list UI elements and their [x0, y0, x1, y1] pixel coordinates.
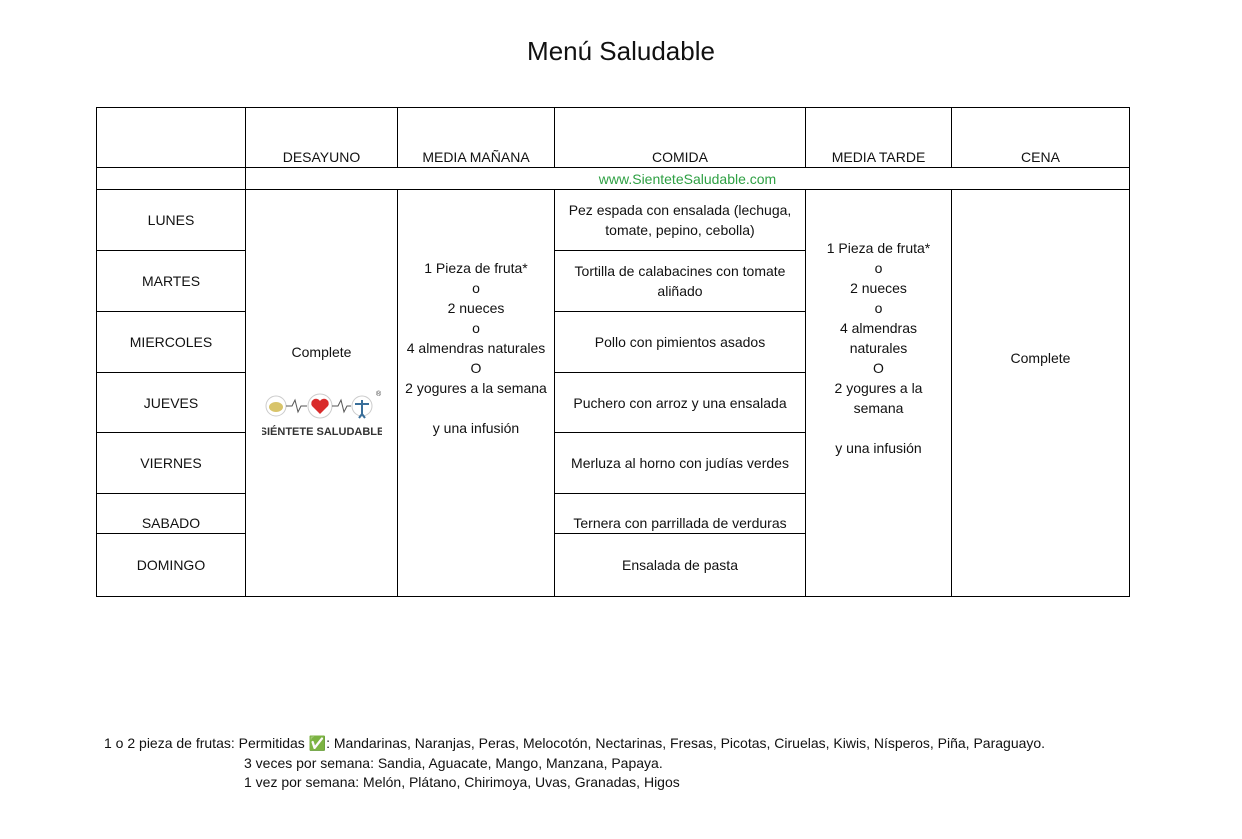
menu-table [96, 107, 1130, 597]
header-cena: CENA [952, 108, 1130, 168]
cena-cell: Complete [952, 190, 1130, 597]
note-line: 3 veces por semana: Sandia, Aguacate, Mango, Manzana, Papaya. [244, 754, 663, 771]
note-line: 1 vez por semana: Melón, Plátano, Chirimoya, Uvas, Granadas, Higos [244, 774, 680, 790]
blank-cell [97, 168, 246, 190]
day-lunes: LUNES [97, 190, 246, 251]
header-blank [97, 108, 246, 168]
comida-domingo: Ensalada de pasta [555, 534, 806, 597]
header-comida: COMIDA [555, 108, 806, 168]
day-jueves: JUEVES [97, 373, 246, 433]
svg-text:®: ® [375, 390, 381, 398]
comida-miercoles: Pollo con pimientos asados [555, 312, 806, 373]
website-link[interactable]: www.SienteteSaludable.com [246, 168, 1130, 190]
desayuno-cell [246, 190, 398, 597]
comida-viernes: Merluza al horno con judías verdes [555, 433, 806, 494]
logo-icon [262, 390, 382, 440]
svg-text:SIÉNTETE SALUDABLE: SIÉNTETE SALUDABLE [261, 425, 382, 438]
desayuno-text: Complete [291, 343, 352, 360]
day-domingo: DOMINGO [97, 534, 246, 597]
note-line: 1 o 2 pieza de frutas: Permitidas ✅: Mandarinas, Naranjas, Peras, Melocotón, Nectarinas, Fresas, Picotas, Ciruelas, Kiwis, Nísperos, Piña, Paraguayo. [104, 735, 1046, 751]
header-media-manana: MEDIA MAÑANA [398, 108, 555, 168]
comida-lunes: Pez espada con ensalada (lechuga, tomate, pepino, cebolla) [555, 190, 806, 251]
header-desayuno: DESAYUNO [246, 108, 398, 168]
siente-saludable-logo [262, 390, 382, 445]
media-manana-cell: 1 Pieza de fruta* o 2 nueces o 4 almendras naturales O 2 yogures a la semana y una infusión [398, 190, 555, 597]
media-tarde-cell: 1 Pieza de fruta* o 2 nueces o 4 almendras naturales O 2 yogures a la semana y una infusión [806, 190, 952, 597]
comida-jueves: Puchero con arroz y una ensalada [555, 373, 806, 433]
day-miercoles: MIERCOLES [97, 312, 246, 373]
day-martes: MARTES [97, 251, 246, 312]
page-title: Menú Saludable [527, 36, 715, 66]
header-media-tarde: MEDIA TARDE [806, 108, 952, 168]
comida-martes: Tortilla de calabacines con tomate aliñado [555, 251, 806, 312]
day-sabado: SABADO [97, 494, 246, 534]
comida-sabado: Ternera con parrillada de verduras [555, 494, 806, 534]
fruit-notes [104, 734, 1045, 793]
day-viernes: VIERNES [97, 433, 246, 494]
